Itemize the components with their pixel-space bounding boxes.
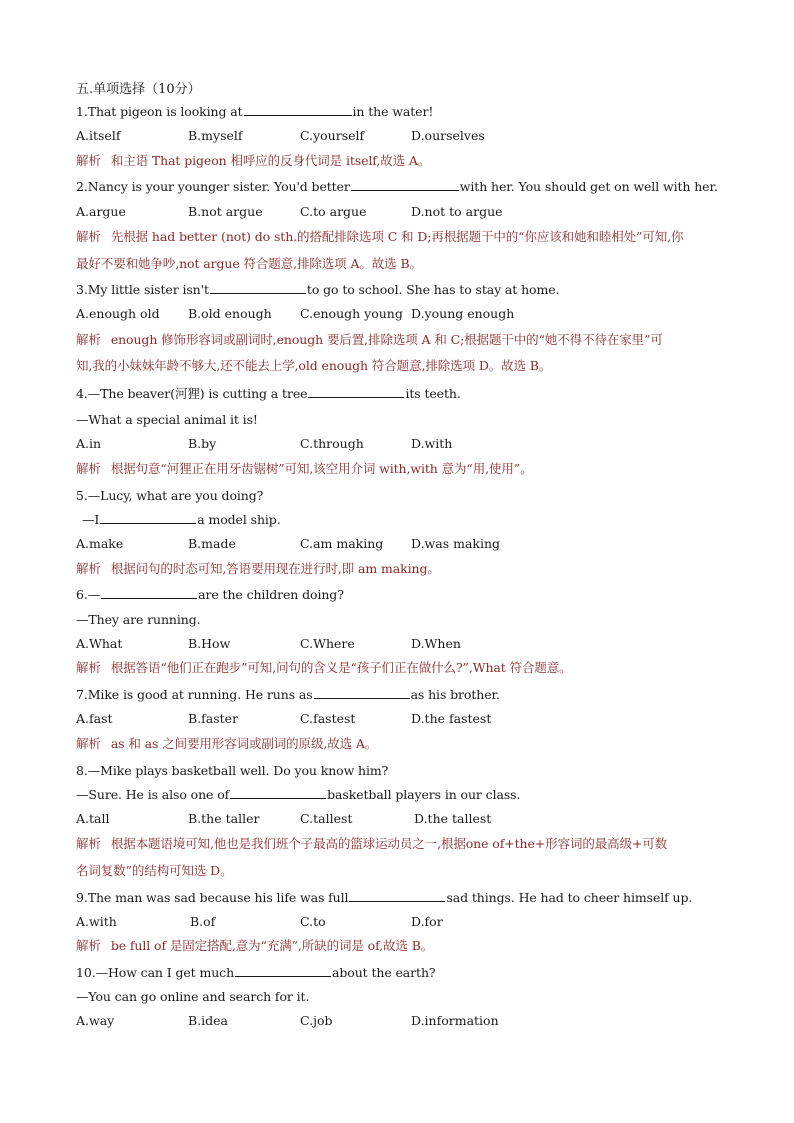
explanation-8-cont: 名词复数”的结构可知选 D。 — [76, 863, 233, 878]
explanation-6: 解析 根据答语“他们正在跑步”可知,问句的含义是“孩子们正在做什么?”,What 符合题意。 — [76, 660, 572, 675]
explanation-tag: 解析 — [76, 229, 101, 244]
option-a: A.in — [76, 436, 102, 451]
option-d: D.the fastest — [411, 711, 492, 726]
answer-blank — [244, 104, 352, 116]
answer-blank — [210, 282, 306, 294]
option-a: A.What — [76, 636, 123, 651]
option-b: B.How — [188, 636, 231, 651]
option-a: A.fast — [76, 711, 113, 726]
explanation-3-cont: 知,我的小妹妹年龄不够大,还不能去上学,old enough 符合题意,排除选项 D。故选 B。 — [76, 358, 552, 373]
explanation-tag: 解析 — [76, 938, 101, 953]
option-d: D.with — [411, 436, 453, 451]
option-a: A.tall — [76, 811, 110, 826]
option-a: A.way — [76, 1013, 115, 1028]
option-b: B.the taller — [188, 811, 260, 826]
option-a: A.argue — [76, 204, 126, 219]
option-b: B.faster — [188, 711, 239, 726]
explanation-2: 解析 先根据 had better (not) do sth.的搭配排除选项 C 和 D;再根据题干中的“你应该和她和睦相处”可知,你 — [76, 229, 684, 244]
option-c: C.enough young — [300, 306, 403, 321]
explanation-3: 解析 enough 修饰形容词或副词时,enough 要后置,排除选项 A 和 C;根据题干中的“她不得不待在家里”可 — [76, 332, 663, 347]
option-a: A.with — [76, 914, 117, 929]
option-b: B.not argue — [188, 204, 263, 219]
explanation-tag: 解析 — [76, 836, 101, 851]
answer-blank — [308, 386, 404, 398]
question-5-line2: —I a model ship. — [82, 512, 281, 527]
question-6-line2: —They are running. — [76, 612, 201, 627]
option-d: D.for — [411, 914, 443, 929]
option-c: C.tallest — [300, 811, 353, 826]
explanation-tag: 解析 — [76, 736, 101, 751]
option-b: B.myself — [188, 128, 243, 143]
option-d: D.information — [411, 1013, 499, 1028]
question-5-stem: 5.—Lucy, what are you doing? — [76, 488, 264, 503]
answer-blank — [349, 890, 445, 902]
option-c: C.Where — [300, 636, 355, 651]
option-b: B.made — [188, 536, 236, 551]
question-4-stem: 4.—The beaver(河狸) is cutting a tree its teeth. — [76, 386, 461, 401]
explanation-tag: 解析 — [76, 660, 101, 675]
question-10-stem: 10.—How can I get much about the earth? — [76, 965, 436, 980]
explanation-9: 解析 be full of 是固定搭配,意为“充满”,所缺的词是 of,故选 B。 — [76, 938, 434, 953]
option-d: D.was making — [411, 536, 501, 551]
answer-blank — [351, 179, 459, 191]
option-c: C.job — [300, 1013, 333, 1028]
explanation-tag: 解析 — [76, 461, 101, 476]
answer-blank — [314, 687, 410, 699]
option-d: D.ourselves — [411, 128, 485, 143]
option-c: C.am making — [300, 536, 384, 551]
option-a: A.make — [76, 536, 124, 551]
option-d: D.not to argue — [411, 204, 503, 219]
option-b: B.by — [188, 436, 217, 451]
option-c: C.yourself — [300, 128, 365, 143]
question-8-line2: —Sure. He is also one of basketball players in our class. — [76, 787, 521, 802]
option-a: A.enough old — [76, 306, 160, 321]
explanation-1: 解析 和主语 That pigeon 相呼应的反身代词是 itself,故选 A。 — [76, 153, 431, 168]
option-a: A.itself — [76, 128, 121, 143]
option-c: C.to argue — [300, 204, 367, 219]
explanation-4: 解析 根据句意“河狸正在用牙齿锯树”可知,该空用介词 with,with 意为“用,使用”。 — [76, 461, 533, 476]
answer-blank — [101, 587, 197, 599]
question-9-stem: 9.The man was sad because his life was full sad things. He had to cheer himself up. — [76, 890, 693, 905]
question-7-stem: 7.Mike is good at running. He runs as as his brother. — [76, 687, 500, 702]
question-6-stem: 6.— are the children doing? — [76, 587, 344, 602]
explanation-7: 解析 as 和 as 之间要用形容词或副词的原级,故选 A。 — [76, 736, 378, 751]
explanation-tag: 解析 — [76, 332, 101, 347]
question-8-stem: 8.—Mike plays basketball well. Do you know him? — [76, 763, 389, 778]
explanation-2-cont: 最好不要和她争吵,not argue 符合题意,排除选项 A。故选 B。 — [76, 256, 422, 271]
answer-blank — [100, 512, 196, 524]
question-4-line2: —What a special animal it is! — [76, 412, 258, 427]
option-b: B.old enough — [188, 306, 272, 321]
answer-blank — [235, 965, 331, 977]
option-c: C.to — [300, 914, 326, 929]
option-b: B.of — [190, 914, 216, 929]
option-b: B.idea — [188, 1013, 229, 1028]
explanation-5: 解析 根据问句的时态可知,答语要用现在进行时,即 am making。 — [76, 561, 440, 576]
option-d: D.young enough — [411, 306, 515, 321]
option-c: C.through — [300, 436, 364, 451]
explanation-tag: 解析 — [76, 153, 101, 168]
question-1-stem: 1.That pigeon is looking at in the water! — [76, 104, 434, 119]
question-2-stem: 2.Nancy is your younger sister. You'd better with her. You should get on well with her. — [76, 179, 718, 194]
explanation-8: 解析 根据本题语境可知,他也是我们班个子最高的篮球运动员之一,根据one of+the+形容词的最高级+可数 — [76, 836, 668, 851]
option-d: D.the tallest — [414, 811, 492, 826]
option-c: C.fastest — [300, 711, 356, 726]
answer-blank — [230, 787, 326, 799]
option-d: D.When — [411, 636, 461, 651]
question-3-stem: 3.My little sister isn't to go to school. She has to stay at home. — [76, 282, 560, 297]
question-10-line2: —You can go online and search for it. — [76, 989, 310, 1004]
explanation-tag: 解析 — [76, 561, 101, 576]
section-title: 五.单项选择（10分） — [76, 82, 201, 97]
